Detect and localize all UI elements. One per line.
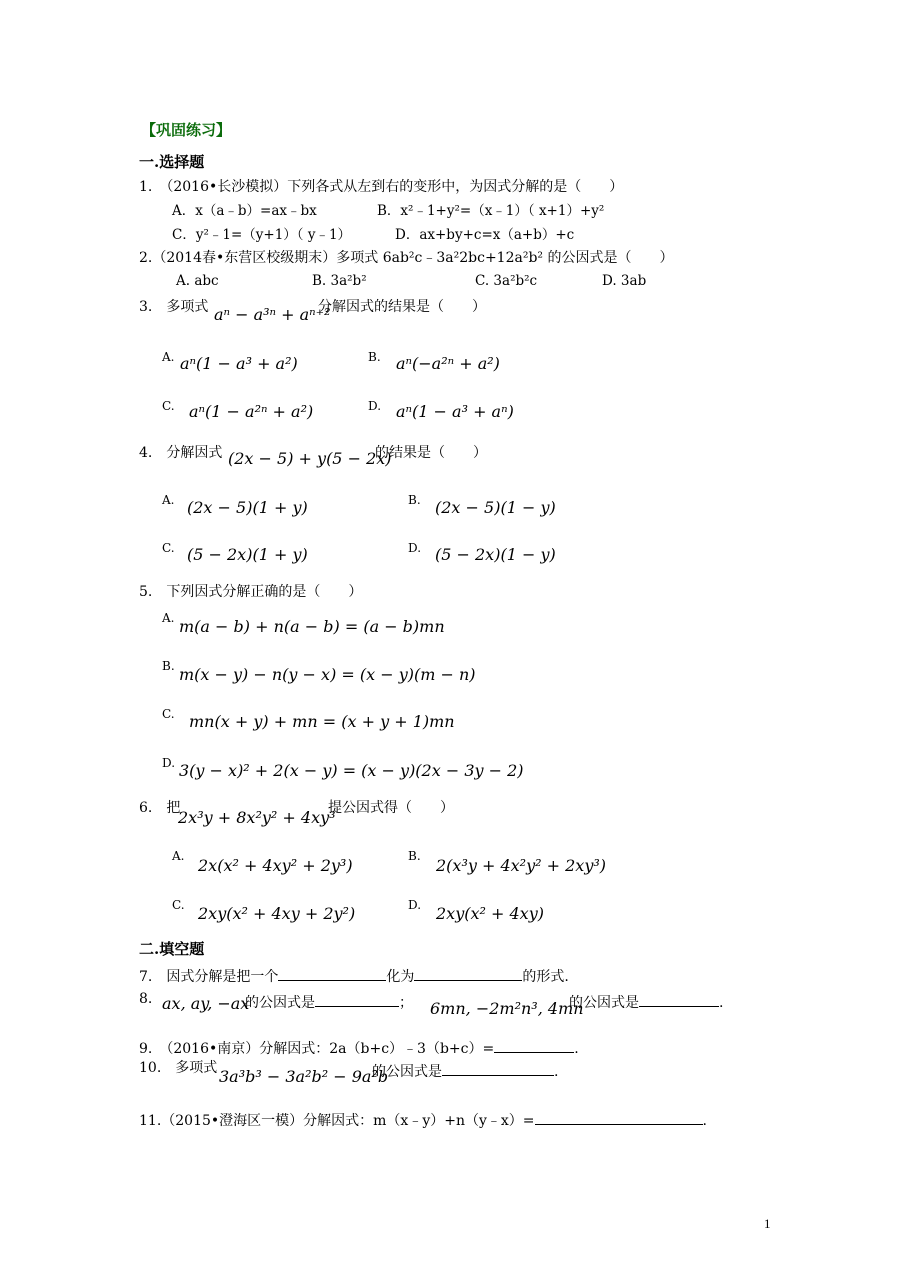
question-9-text: 9. （2016•南京）分解因式：2a（b+c）﹣3（b+c）= bbox=[139, 1041, 495, 1057]
question-2-option-c: C. 3a²b²c bbox=[475, 273, 538, 289]
question-3-tail: 分解因式的结果是（ ） bbox=[318, 299, 486, 315]
question-3-option-c: aⁿ(1 − a²ⁿ + a²) bbox=[189, 402, 314, 421]
question-8-line-1 bbox=[245, 992, 413, 1010]
question-8-part-2: ； bbox=[399, 995, 413, 1011]
question-5-option-d: 3(y − x)² + 2(x − y) = (x − y)(2x − 3y − 2) bbox=[179, 761, 524, 780]
question-6-label-d: D. bbox=[408, 898, 422, 912]
question-10-expression: 3a³b³ − 3a²b² − 9a²b bbox=[219, 1067, 389, 1086]
question-8-part-1: 的公因式是 bbox=[245, 995, 315, 1011]
question-4-label-b: B. bbox=[408, 493, 421, 507]
question-7 bbox=[139, 966, 569, 984]
question-3-number: 3. 多项式 bbox=[139, 299, 209, 315]
question-7-blank-2[interactable] bbox=[414, 966, 522, 981]
question-7-blank-1[interactable] bbox=[278, 966, 386, 981]
question-6-expression: 2x³y + 8x²y² + 4xy³ bbox=[178, 808, 336, 827]
question-8-blank-2[interactable] bbox=[639, 992, 719, 1007]
section-choice-title: 一.选择题 bbox=[139, 153, 205, 171]
question-6-option-d: 2xy(x² + 4xy) bbox=[436, 904, 544, 923]
question-9-blank[interactable] bbox=[494, 1038, 574, 1053]
question-5-label-d: D. bbox=[162, 756, 176, 770]
question-3-label-d: D. bbox=[368, 399, 382, 413]
question-4-expression: (2x − 5) + y(5 − 2x) bbox=[228, 449, 392, 468]
question-10-number: 10. 多项式 bbox=[139, 1060, 218, 1076]
question-6-tail: 提公因式得（ ） bbox=[328, 800, 454, 816]
question-4-option-b: (2x − 5)(1 − y) bbox=[435, 498, 556, 517]
question-4-option-d: (5 − 2x)(1 − y) bbox=[435, 545, 556, 564]
question-9 bbox=[139, 1038, 579, 1056]
question-3-expression: aⁿ − a³ⁿ + aⁿ⁺² bbox=[214, 305, 331, 324]
question-3-label-c: C. bbox=[162, 399, 175, 413]
question-4-label-c: C. bbox=[162, 541, 175, 555]
question-4-label-a: A. bbox=[162, 493, 175, 507]
question-4-number: 4. 分解因式 bbox=[139, 445, 223, 461]
section-fill-title: 二.填空题 bbox=[139, 940, 205, 958]
question-6-option-b: 2(x³y + 4x²y² + 2xy³) bbox=[436, 856, 607, 875]
question-3-option-d: aⁿ(1 − a³ + aⁿ) bbox=[396, 402, 514, 421]
question-3-label-a: A. bbox=[162, 350, 175, 364]
question-11-blank[interactable] bbox=[535, 1110, 703, 1125]
question-8-expression-1: ax, ay, −ax bbox=[162, 994, 250, 1013]
question-10-part-1: 的公因式是 bbox=[372, 1064, 442, 1080]
question-5-option-a: m(a − b) + n(a − b) = (a − b)mn bbox=[179, 617, 445, 636]
question-7-part-3: 的形式. bbox=[522, 969, 569, 985]
question-4-label-d: D. bbox=[408, 541, 422, 555]
page-heading: 【巩固练习】 bbox=[141, 121, 232, 139]
question-1-stem: 1. （2016•长沙模拟）下列各式从左到右的变形中，为因式分解的是（ ） bbox=[139, 179, 624, 195]
question-4-tail: 的结果是（ ） bbox=[375, 445, 487, 461]
question-2-option-a: A. abc bbox=[176, 273, 219, 289]
question-8-number: 8. bbox=[139, 991, 153, 1007]
question-8-part-4: . bbox=[719, 995, 724, 1011]
question-6-label-a: A. bbox=[172, 849, 185, 863]
question-4-option-a: (2x − 5)(1 + y) bbox=[187, 498, 308, 517]
question-5-label-c: C. bbox=[162, 707, 175, 721]
question-10-line bbox=[372, 1061, 558, 1079]
question-8-part-3: 的公因式是 bbox=[569, 995, 639, 1011]
question-10-end: . bbox=[554, 1064, 559, 1080]
question-5-stem: 5. 下列因式分解正确的是（ ） bbox=[139, 584, 363, 600]
question-11-end: . bbox=[702, 1113, 707, 1129]
question-6-option-c: 2xy(x² + 4xy + 2y²) bbox=[198, 904, 356, 923]
question-2-option-b: B. 3a²b² bbox=[312, 273, 367, 289]
question-1-option-c: C．y²﹣1=（y+1）（ y﹣1） bbox=[172, 227, 352, 243]
question-5-option-b: m(x − y) − n(y − x) = (x − y)(m − n) bbox=[179, 665, 476, 684]
page-number: 1 bbox=[764, 1216, 771, 1231]
question-9-end: . bbox=[574, 1041, 579, 1057]
question-6-number: 6. 把 bbox=[139, 800, 181, 816]
question-11 bbox=[139, 1110, 707, 1128]
question-1-option-d: D．ax+by+c=x（a+b）+c bbox=[395, 227, 575, 243]
question-7-part-1: 7. 因式分解是把一个 bbox=[139, 969, 279, 985]
question-1-option-a: A．x（a﹣b）=ax﹣bx bbox=[172, 203, 317, 219]
question-10-blank[interactable] bbox=[442, 1061, 554, 1076]
question-3-label-b: B. bbox=[368, 350, 381, 364]
question-7-part-2: 化为 bbox=[386, 969, 415, 985]
question-8-blank-1[interactable] bbox=[315, 992, 399, 1007]
question-2-stem: 2.（2014春•东营区校级期末）多项式 6ab²c﹣3a²2bc+12a²b² 的公因式是（ ） bbox=[139, 250, 674, 266]
question-5-label-a: A. bbox=[162, 611, 175, 625]
question-2-option-d: D. 3ab bbox=[602, 273, 647, 289]
question-1-option-b: B．x²﹣1+y²=（x﹣1）（ x+1）+y² bbox=[377, 203, 605, 219]
question-6-label-b: B. bbox=[408, 849, 421, 863]
question-8-line-2 bbox=[569, 992, 723, 1010]
question-3-option-a: aⁿ(1 − a³ + a²) bbox=[180, 354, 298, 373]
question-4-option-c: (5 − 2x)(1 + y) bbox=[187, 545, 308, 564]
question-11-text: 11.（2015•澄海区一模）分解因式：m（x﹣y）+n（y﹣x）= bbox=[139, 1113, 535, 1129]
question-5-label-b: B. bbox=[162, 659, 175, 673]
question-6-option-a: 2x(x² + 4xy² + 2y³) bbox=[198, 856, 353, 875]
question-6-label-c: C. bbox=[172, 898, 185, 912]
question-8-expression-2: 6mn, −2m²n³, 4mn bbox=[430, 999, 584, 1018]
question-5-option-c: mn(x + y) + mn = (x + y + 1)mn bbox=[189, 712, 455, 731]
question-3-option-b: aⁿ(−a²ⁿ + a²) bbox=[396, 354, 500, 373]
